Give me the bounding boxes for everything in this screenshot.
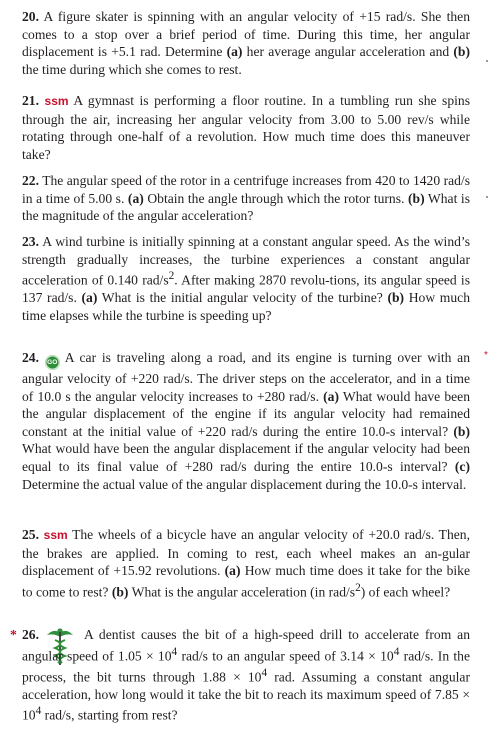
- part-text: What would have been the angular displacement of the engine if its angular velocity had remained constant at the initial value of +220 rad/s during the entire 10.0-s interval?: [22, 388, 471, 439]
- problem-number: 23.: [22, 234, 39, 249]
- ssm-tag: ssm: [43, 528, 68, 542]
- star-marker: *: [10, 627, 17, 642]
- problem-23: [22, 233, 470, 325]
- problem-text: The wheels of a bicycle have an angular velocity of +20.0 rad/s. Then, the brakes are applied. In coming to rest, each wheel makes an an-gular displacement of +15.92 revolutions.: [22, 527, 470, 579]
- problem-number: 20.: [22, 9, 39, 24]
- problem-text: A figure skater is spinning with an angular velocity of +15 rad/s. She then comes to a stop over a brief period of time. During this time, her angular displacement is +5.1 rad. Determine: [22, 9, 470, 60]
- part-text: her average angular acceleration and: [242, 44, 454, 60]
- part-label: (a): [127, 190, 144, 206]
- part-text: the time during which she comes to rest.: [22, 61, 242, 77]
- superscript: 4: [261, 666, 268, 679]
- margin-dot: [486, 196, 488, 198]
- problem-number: 26.: [22, 627, 39, 642]
- part-text: What would have been the angular displacement if the angular velocity had been equal to its final value of +280 rad/s during the entire 10.0-s interval?: [22, 441, 470, 474]
- problem-text: A gymnast is performing a floor routine. In a tumbling run she spins through the air, increasing her angular velocity from 3.00 to 5.00 rev/s while rotating through one-half of a revolution. How much time does this maneuver take?: [22, 93, 470, 162]
- part-text: Obtain the angle through which the rotor turns.: [143, 190, 408, 206]
- problem-text: The angular speed of the rotor in a centrifuge increases from 420 to 1420 rad/s in a time of 5.00 s.: [22, 173, 470, 206]
- problem-text: rad/s to an angular speed of 3.14 × 10: [177, 648, 394, 664]
- problem-text: rad/s. In the process, the bit turns through 1.88 × 10: [22, 648, 471, 685]
- superscript: 4: [35, 705, 42, 718]
- go-icon: GO: [45, 355, 60, 370]
- part-label: (c): [454, 458, 470, 474]
- part-text: Determine the actual value of the angular displacement during the 10.0-s interval.: [22, 476, 467, 492]
- ssm-tag: ssm: [44, 94, 69, 108]
- part-label: (b): [453, 44, 470, 60]
- problem-text: . After making 2870 revolu-tions, its angular speed is 137 rad/s.: [22, 272, 470, 306]
- part-label: (b): [407, 190, 425, 206]
- superscript: 4: [171, 645, 178, 658]
- superscript: 4: [393, 645, 400, 658]
- problem-text: A wind turbine is initially spinning at a constant angular speed. As the wind’s strength gradually increases, the turbine experiences a constant angular acceleration of 0.140 rad/s: [22, 234, 470, 288]
- problem-text: A car is traveling along a road, and its engine is turning over with an angular velocity of +220 rad/s. The driver steps on the accelerator, and in a time of 10.0 s the angular velocity increases to +280 rad/s.: [22, 350, 470, 404]
- part-text: How much time elapses while the turbine is speeding up?: [22, 290, 470, 323]
- part-text: What is the initial angular velocity of the turbine?: [97, 290, 388, 306]
- problem-24: [22, 349, 470, 493]
- part-text: How much time does it take for the bike to come to rest?: [22, 563, 471, 600]
- problem-number: 21.: [22, 93, 39, 108]
- problem-text: rad. Assuming a constant angular acceleration, how long would it take the bit to reach its maximum speed of 7.85 × 10: [22, 669, 470, 723]
- problem-25: [22, 526, 470, 601]
- part-label: (a): [323, 388, 339, 404]
- problem-text: rad/s, starting from rest?: [41, 707, 178, 723]
- part-label: (b): [387, 290, 405, 306]
- part-label: (b): [453, 423, 470, 439]
- part-label: (a): [81, 290, 98, 306]
- superscript: 2: [355, 581, 361, 594]
- problem-number: 24.: [22, 350, 39, 365]
- superscript: 2: [168, 270, 175, 283]
- part-label: (b): [111, 584, 129, 600]
- problem-22: [22, 172, 470, 225]
- problem-21: [22, 92, 470, 163]
- problem-26: [10, 626, 471, 725]
- problem-20: [22, 8, 470, 78]
- part-label: (a): [224, 563, 241, 579]
- part-text: ) of each wheel?: [360, 584, 451, 600]
- margin-dot: [486, 60, 488, 62]
- problem-text: A dentist causes the bit of a high-speed drill to accelerate from an angular speed of 1.05 × 10: [22, 627, 470, 664]
- part-text: What is the magnitude of the angular acceleration?: [22, 190, 470, 224]
- part-label: (a): [226, 44, 243, 60]
- part-text: What is the angular acceleration (in rad/s: [128, 584, 356, 600]
- margin-mark: *: [484, 350, 488, 361]
- problem-number: 25.: [22, 527, 39, 542]
- problem-number: 22.: [22, 173, 39, 188]
